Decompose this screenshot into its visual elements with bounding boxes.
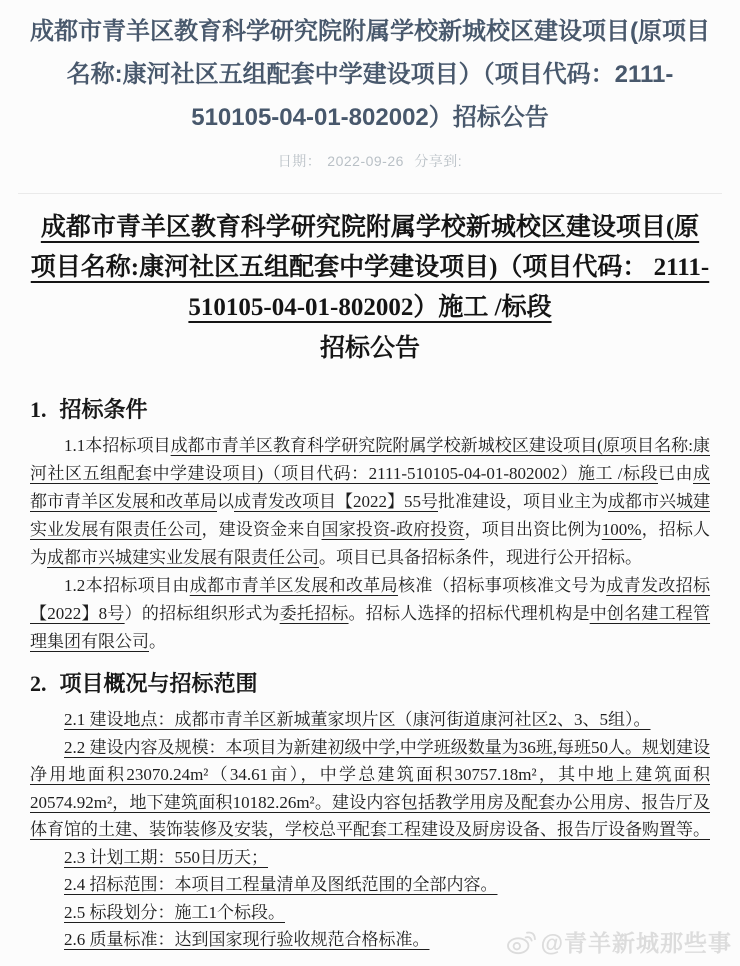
date-label: 日期： <box>277 153 322 169</box>
text-segment: 2.4 招标范围：本项目工程量清单及图纸范围的全部内容。 <box>64 875 498 894</box>
text-segment: 2.2 建设内容及规模：本项目为新建初级中学,中学班级数量为36班,每班50人。规划建设净用地面积23070.24m²（34.61亩），中学总建筑面积30757.18m²，其中地上建筑面积20574.92m²，地下建筑面积10182.26m²。建设内容包括教学用房及配套办公用房、报告厅及体育馆的土建、装饰装修及安装，学校总平配套工程建设及厨房设备、报告厅设备购置等。 <box>30 737 710 839</box>
doc-subtitle: 招标公告 <box>319 335 420 362</box>
post-title: 成都市青羊区教育科学研究院附属学校新城校区建设项目(原项目名称:康河社区五组配套中学建设项目）（项目代码：2111-510105-04-01-802002）招标公告 <box>30 18 710 131</box>
text-segment: 。项目已具备招标条件，现进行公开招标。 <box>319 548 642 567</box>
text-segment: 已由 <box>658 464 693 483</box>
section-2-number: 2. <box>30 671 47 696</box>
text-segment: 成青发改项目【2022】55号 <box>234 492 438 511</box>
clause-2-3 <box>30 844 710 872</box>
text-segment: 成都市青羊区发展和改革局 <box>30 464 710 511</box>
text-segment: 。 <box>149 632 166 651</box>
announcement-document <box>0 194 740 954</box>
text-segment: 批准建设，项目业主为 <box>438 492 608 511</box>
text-segment: 中创名建工程管理集团有限公司 <box>30 604 711 651</box>
post-header <box>0 0 740 171</box>
share-button[interactable]: 分享到: <box>414 153 463 169</box>
post-meta <box>26 151 714 171</box>
text-segment: 1.2本招标项目由 <box>64 576 190 595</box>
section-1-heading <box>30 396 710 424</box>
clause-2-5 <box>30 899 710 927</box>
text-segment: 2.5 标段划分：施工1个标段。 <box>64 902 285 922</box>
text-segment: ）的招标组织形式为 <box>124 604 280 623</box>
text-segment: ，建设资金来自 <box>201 520 322 539</box>
section-2-title: 项目概况与招标范围 <box>59 671 258 696</box>
text-segment: 1.1本招标项目 <box>64 436 171 455</box>
clause-1-2 <box>30 572 710 656</box>
clause-2-4 <box>30 871 710 899</box>
text-segment: 2.1 建设地点：成都市青羊区新城董家坝片区（康河街道康河社区2、3、5组）。 <box>64 710 651 729</box>
text-segment: 成都市青羊区教育科学研究院附属学校新城校区建设项目(原项目名称:康河社区五组配套中学建设项目)（项目代码：2111-510105-04-01-802002）施工 /标段 <box>30 436 710 483</box>
text-segment: 成都市青羊区发展和改革局 <box>189 576 398 595</box>
section-1-title: 招标条件 <box>59 397 148 422</box>
text-segment: 2.6 质量标准：达到国家现行验收规范合格标准。 <box>64 930 430 949</box>
clause-2-6 <box>30 926 710 954</box>
text-segment: ，项目出资比例为 <box>464 520 602 539</box>
text-segment: 国家投资-政府投资 <box>321 520 465 539</box>
section-2-heading <box>30 670 710 698</box>
text-segment: 委托招标 <box>279 604 349 623</box>
watermark-handle: @青羊新城那些事 <box>540 930 732 956</box>
text-segment: 2.3 计划工期：550日历天； <box>64 847 268 867</box>
text-segment: 成青发改招标【2022】8号 <box>30 576 711 623</box>
section-1-number: 1. <box>30 397 47 422</box>
text-segment: 以 <box>217 492 234 511</box>
date-value: 2022-09-26 <box>327 153 404 169</box>
doc-title-underlined: 成都市青羊区教育科学研究院附属学校新城校区建设项目(原项目名称:康河社区五组配套中学建设项目)（项目代码： 2111-510105-04-01-802002）施工 /标段 <box>30 214 710 321</box>
text-segment: 成都市兴城建实业发展有限责任公司 <box>30 492 710 539</box>
text-segment: 核准（招标事项核准文号为 <box>397 576 607 595</box>
clause-1-1 <box>30 432 710 572</box>
clause-2-1 <box>30 706 710 734</box>
section-2-items <box>30 706 710 954</box>
text-segment: ，招标人为 <box>30 520 711 567</box>
text-segment: 成都市兴城建实业发展有限责任公司 <box>47 548 319 567</box>
clause-2-2 <box>30 734 710 844</box>
text-segment: 100% <box>601 520 642 539</box>
text-segment: 。招标人选择的招标代理机构是 <box>348 604 590 623</box>
doc-title <box>30 208 710 328</box>
